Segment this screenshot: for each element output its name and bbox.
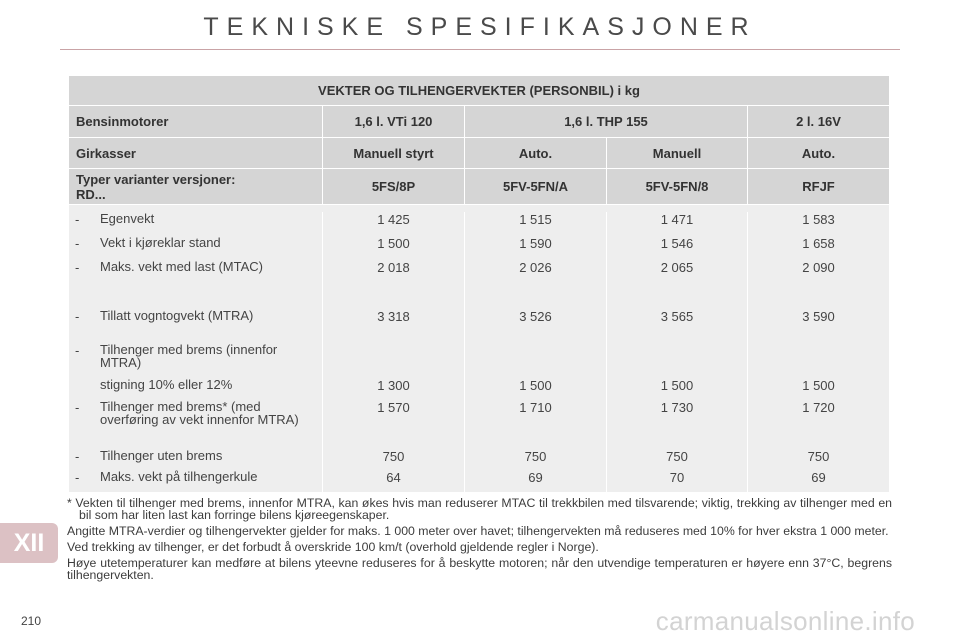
table-cell: 1 710 bbox=[465, 400, 607, 449]
table-row bbox=[69, 449, 890, 470]
footnote-trailer-brake: * Vekten til tilhenger med brems, innenfor MTRA, kan økes hvis man reduserer MTAC til trekkbilen med tilsvarende; viktig, trekking av tilhenger med en bil som har liten last kan forringe bilens kjøreegenskaper. bbox=[67, 496, 892, 522]
table-cell: 1 546 bbox=[607, 236, 748, 260]
table-row bbox=[69, 470, 890, 492]
row-label: Tilhenger med brems* (med overføring av vekt innenfor MTRA) bbox=[100, 399, 299, 427]
table-row bbox=[69, 212, 890, 236]
page-title: TEKNISKE SPESIFIKASJONER bbox=[203, 13, 757, 41]
type-header-label-line: Typer varianter versjoner: bbox=[76, 171, 236, 187]
engine-header-label: Bensinmotorer bbox=[69, 106, 323, 138]
table-cell: 1 515 bbox=[465, 212, 607, 236]
gearbox-header-cell: Auto. bbox=[465, 138, 607, 169]
footnote-temperature: Høye utetemperaturer kan medføre at bilens yteevne reduseres for å beskytte motoren; når den utvendige temperaturen er høyere enn 37°C, begrens tilhengervekten. bbox=[67, 556, 892, 582]
table-cell: 1 500 bbox=[748, 378, 890, 400]
table-cell: 69 bbox=[465, 470, 607, 492]
gearbox-header-cell: Manuell bbox=[607, 138, 748, 169]
row-dash: - bbox=[75, 309, 80, 324]
table-cell: 1 658 bbox=[748, 236, 890, 260]
table-cell: 1 570 bbox=[323, 400, 465, 449]
table-cell: 3 565 bbox=[607, 309, 748, 343]
row-label: Tilhenger med brems (innenfor MTRA) bbox=[100, 342, 278, 370]
row-label: Tillatt vogntogvekt (MTRA) bbox=[100, 308, 254, 323]
row-label: Tilhenger uten brems bbox=[100, 448, 223, 463]
table-cell: 1 425 bbox=[323, 212, 465, 236]
type-header-cell: 5FS/8P bbox=[323, 169, 465, 205]
chapter-badge: XII bbox=[0, 523, 58, 563]
table-cell: 750 bbox=[748, 449, 890, 470]
row-label: stigning 10% eller 12% bbox=[100, 377, 233, 392]
table-cell bbox=[748, 343, 890, 378]
type-header-label bbox=[69, 169, 323, 205]
table-cell: 750 bbox=[607, 449, 748, 470]
row-dash: - bbox=[75, 343, 80, 358]
table-row bbox=[69, 236, 890, 260]
table-cell: 1 730 bbox=[607, 400, 748, 449]
footnote-speed: Ved trekking av tilhenger, er det forbudt å overskride 100 km/t (overhold gjeldende regler i Norge). bbox=[67, 540, 599, 554]
type-header-cell: 5FV-5FN/8 bbox=[607, 169, 748, 205]
engine-header-cell: 1,6 l. VTi 120 bbox=[323, 106, 465, 138]
table-cell bbox=[607, 343, 748, 378]
table-row bbox=[69, 378, 890, 400]
footnote-altitude: Angitte MTRA-verdier og tilhengervekter gjelder for maks. 1 000 meter over havet; tilhengervekten må reduseres med 10% for hver ekstra 1 000 meter. bbox=[67, 524, 889, 538]
table-cell: 1 583 bbox=[748, 212, 890, 236]
title-divider bbox=[60, 49, 900, 50]
table-caption: VEKTER OG TILHENGERVEKTER (PERSONBIL) i kg bbox=[69, 76, 890, 106]
table-cell: 64 bbox=[323, 470, 465, 492]
weights-table bbox=[68, 75, 890, 492]
gearbox-header-cell: Auto. bbox=[748, 138, 890, 169]
row-dash bbox=[75, 378, 100, 391]
table-cell: 69 bbox=[748, 470, 890, 492]
table-cell: 3 318 bbox=[323, 309, 465, 343]
page-number: 210 bbox=[21, 614, 42, 628]
table-cell: 1 300 bbox=[323, 378, 465, 400]
row-dash: - bbox=[75, 470, 80, 485]
table-cell: 2 026 bbox=[465, 260, 607, 309]
table-cell: 1 590 bbox=[465, 236, 607, 260]
row-dash: - bbox=[75, 260, 80, 275]
table-cell: 2 018 bbox=[323, 260, 465, 309]
table-cell: 3 590 bbox=[748, 309, 890, 343]
table-cell: 2 065 bbox=[607, 260, 748, 309]
engine-header-cell: 1,6 l. THP 155 bbox=[465, 106, 748, 138]
table-cell: 70 bbox=[607, 470, 748, 492]
table-cell: 750 bbox=[465, 449, 607, 470]
table-cell bbox=[323, 343, 465, 378]
row-dash: - bbox=[75, 400, 80, 415]
watermark: carmanualsonline.info bbox=[655, 606, 915, 636]
table-cell: 3 526 bbox=[465, 309, 607, 343]
row-label: Vekt i kjøreklar stand bbox=[100, 235, 221, 250]
table-spacer bbox=[69, 205, 890, 213]
engine-header-cell: 2 l. 16V bbox=[748, 106, 890, 138]
row-dash: - bbox=[75, 236, 80, 251]
gearbox-header-label: Girkasser bbox=[69, 138, 323, 169]
type-header-cell: RFJF bbox=[748, 169, 890, 205]
row-dash: - bbox=[75, 212, 80, 227]
table-cell bbox=[465, 343, 607, 378]
table-cell: 1 720 bbox=[748, 400, 890, 449]
table-cell: 750 bbox=[323, 449, 465, 470]
table-row bbox=[69, 400, 890, 449]
table-row bbox=[69, 260, 890, 309]
table-cell: 1 471 bbox=[607, 212, 748, 236]
table-cell: 1 500 bbox=[465, 378, 607, 400]
gearbox-header-cell: Manuell styrt bbox=[323, 138, 465, 169]
type-header-label-line: RD... bbox=[76, 186, 106, 202]
row-label: Maks. vekt med last (MTAC) bbox=[100, 259, 264, 274]
row-label: Maks. vekt på tilhengerkule bbox=[100, 469, 258, 484]
row-label: Egenvekt bbox=[100, 211, 155, 226]
row-dash: - bbox=[75, 449, 80, 464]
table-cell: 1 500 bbox=[323, 236, 465, 260]
table-row bbox=[69, 309, 890, 343]
table-cell: 1 500 bbox=[607, 378, 748, 400]
table-row bbox=[69, 343, 890, 378]
table-cell: 2 090 bbox=[748, 260, 890, 309]
footnotes bbox=[67, 497, 892, 585]
type-header-cell: 5FV-5FN/A bbox=[465, 169, 607, 205]
